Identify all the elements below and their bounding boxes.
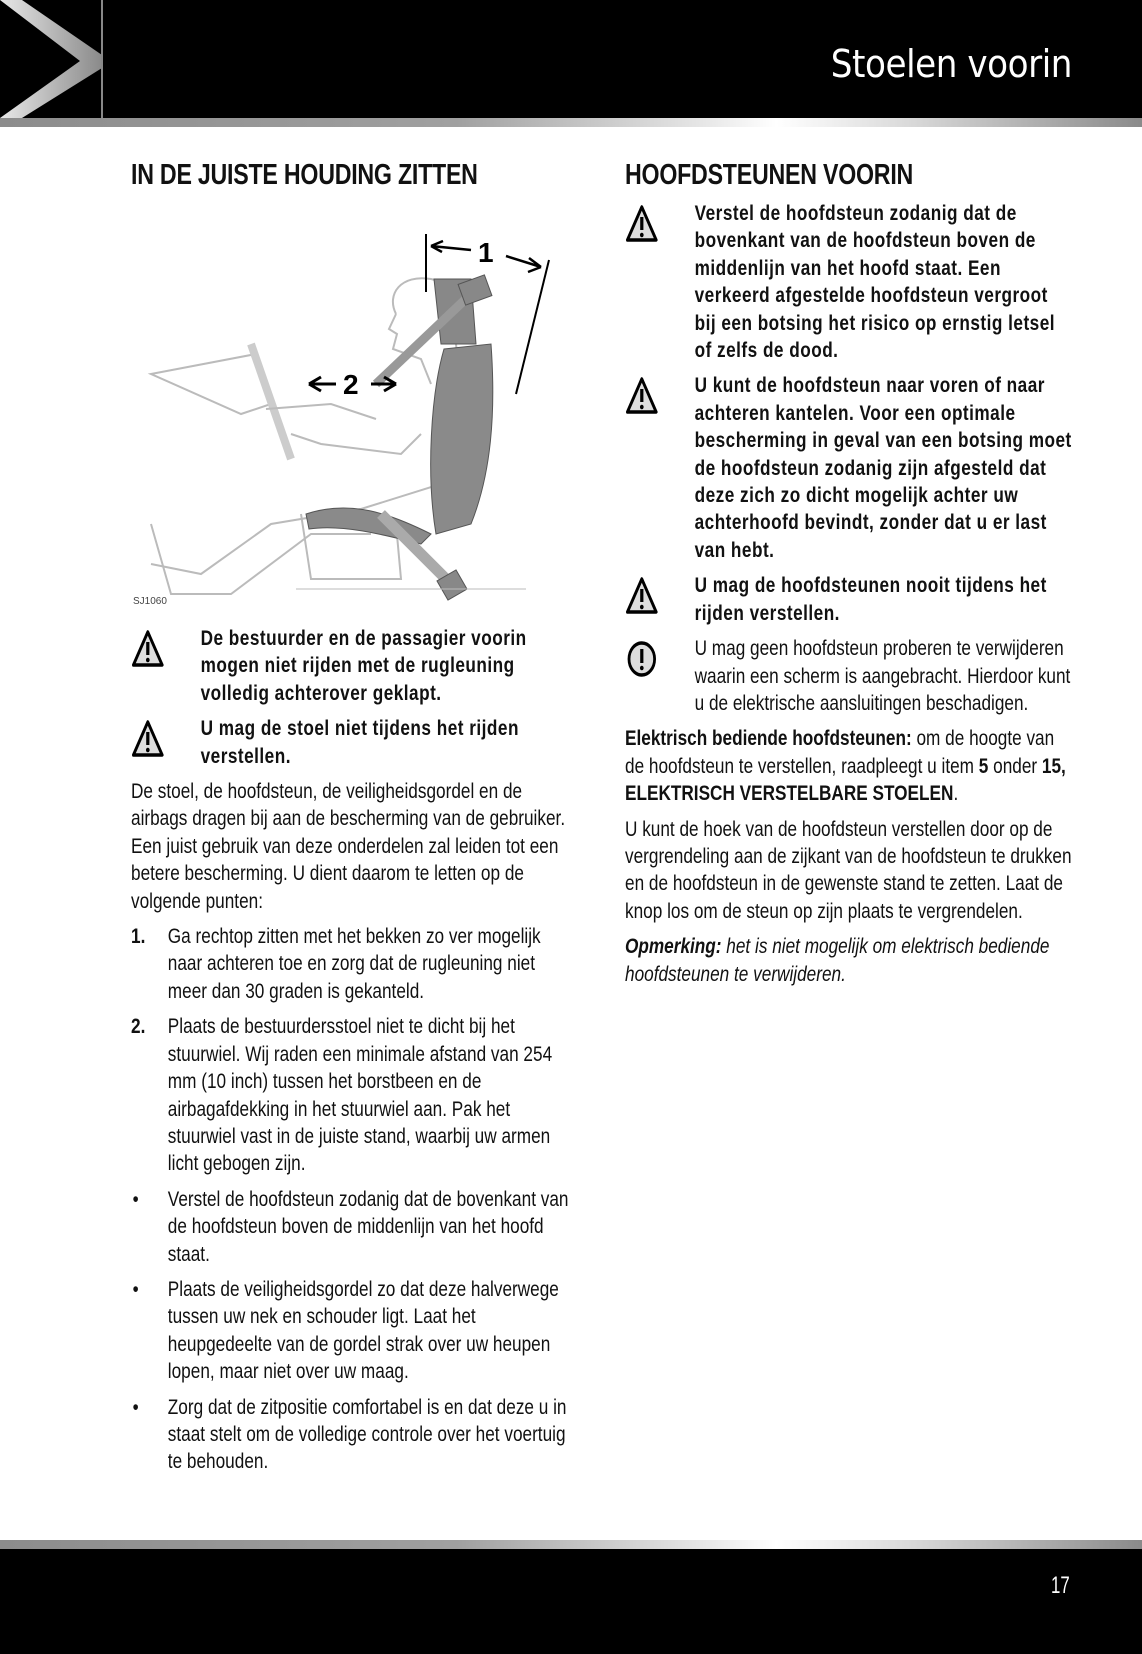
bullet-item [131, 1186, 576, 1268]
electric-headrest-paragraph [625, 725, 1073, 807]
warning-triangle-icon [625, 376, 659, 416]
list-text: Verstel de hoofdsteun zodanig dat de bovenkant van de hoofdsteun boven de middenlijn van het hoofd staat. [167, 1186, 569, 1266]
list-marker: 2. [131, 1014, 146, 1039]
list-text: Zorg dat de zitpositie comfortabel is en dat deze u in staat stelt om de volledige controle over het voertuig te behouden. [167, 1394, 567, 1474]
bullet-item [131, 1276, 576, 1386]
warning-triangle-icon [131, 719, 165, 759]
warning-text: U kunt de hoofdsteun naar voren of naar achteren kantelen. Voor een optimale bescherming in geval van een botsing moet de hoofdsteun zodanig zijn afgesteld dat deze zich zo dicht mogelijk achter uw achterhoofd bevindt, zonder dat u er last van hebt. [694, 373, 1072, 562]
warning-triangle-icon [625, 204, 659, 244]
right-column [625, 160, 1073, 988]
left-column [131, 160, 576, 1476]
page-header [0, 0, 1142, 118]
section-heading: HOOFDSTEUNEN VOORIN [625, 159, 914, 191]
caution-circle-icon [625, 639, 659, 679]
intro-paragraph: De stoel, de hoofdsteun, de veiligheidsgordel en de airbags dragen bij aan de bescherming van de gebruiker. Een juist gebruik van deze onderdelen zal leiden tot een betere bescherming. U dient daarom te letten op de volgende punten: [131, 779, 566, 913]
note-paragraph [625, 933, 1073, 988]
item-ref: 5 [978, 753, 989, 778]
seating-position-illustration [131, 234, 576, 614]
list-marker: 1. [131, 924, 146, 949]
caution-notice [625, 635, 1073, 717]
note-label: Opmerking: [625, 934, 722, 959]
bullet-marker: • [132, 1276, 139, 1301]
warning-text: De bestuurder en de passagier voorin mogen niet rijden met de rugleuning volledig achterover geklapt. [200, 626, 527, 705]
electric-text: om de hoogte van de hoofdsteun te verstellen, raadpleegt u item [625, 726, 1055, 778]
page-title: Stoelen voorin [830, 42, 1072, 86]
warning-triangle-icon [131, 629, 165, 669]
bullet-item [131, 1394, 576, 1476]
warning-notice [131, 625, 576, 707]
warning-text: U mag de stoel niet tijdens het rijden verstellen. [200, 716, 519, 768]
warning-notice [625, 572, 1073, 627]
electric-label: Elektrisch bediende hoofdsteunen: [625, 726, 912, 751]
numbered-item [131, 1013, 576, 1177]
warning-notice [625, 372, 1073, 564]
chevron-logo-icon [0, 0, 102, 118]
page-number: 17 [1051, 1572, 1070, 1599]
warning-notice [625, 200, 1073, 364]
numbered-item [131, 923, 576, 1005]
figure-code: SJ1060 [133, 596, 167, 607]
warning-triangle-icon [625, 576, 659, 616]
list-text: Ga rechtop zitten met het bekken zo ver mogelijk naar achteren toe en zorg dat de rugleuning niet meer dan 30 graden is gekanteld. [167, 924, 541, 1003]
warning-text: U mag de hoofdsteunen nooit tijdens het rijden verstellen. [694, 573, 1047, 625]
warning-notice [131, 715, 576, 770]
caution-text: U mag geen hoofdsteun proberen te verwijderen waarin een scherm is aangebracht. Hierdoor kunt u de elektrische aansluitingen beschadigen. [694, 636, 1071, 715]
electric-text: onder [988, 753, 1042, 778]
bullet-marker: • [132, 1186, 139, 1211]
section-heading: IN DE JUISTE HOUDING ZITTEN [131, 159, 478, 191]
warning-text: Verstel de hoofdsteun zodanig dat de bovenkant van de hoofdsteun boven de middenlijn van het hoofd staat. Een verkeerd afgestelde hoofdsteun vergroot bij een botsing het risico op ernstig letsel of zelfs de dood. [694, 201, 1055, 363]
bullet-marker: • [132, 1394, 139, 1419]
list-text: Plaats de veiligheidsgordel zo dat deze halverwege tussen uw nek en schouder ligt. Laat het heupgedeelte van de gordel strak over uw heupen lopen, maar niet over uw maag. [167, 1276, 559, 1384]
page-footer [0, 1549, 1142, 1654]
footer-rule [0, 1540, 1142, 1549]
note-text: het is niet mogelijk om elektrisch bediende hoofdsteunen te verwijderen. [625, 934, 1050, 986]
section-ref: 15, ELEKTRISCH VERSTELBARE STOELEN [625, 753, 1066, 806]
tilt-paragraph: U kunt de hoek van de hoofdsteun verstellen door op de vergrendeling aan de zijkant van de hoofdsteun te drukken en de hoofdsteun in de gewenste stand te zetten. Laat de knop los om de steun op zijn plaats te vergrendelen. [625, 816, 1072, 923]
electric-text: . [953, 781, 959, 806]
header-divider [101, 0, 103, 118]
dimension-label-1: 1 [478, 237, 494, 268]
list-text: Plaats de bestuurdersstoel niet te dicht bij het stuurwiel. Wij raden een minimale afstand van 254 mm (10 inch) tussen het borstbeen en de airbagafdekking in het stuurwiel aan. Pak het stuurwiel vast in de juiste stand, waarbij uw armen licht gebogen zijn. [167, 1014, 553, 1176]
dimension-label-2: 2 [343, 369, 359, 400]
header-rule [0, 118, 1142, 127]
